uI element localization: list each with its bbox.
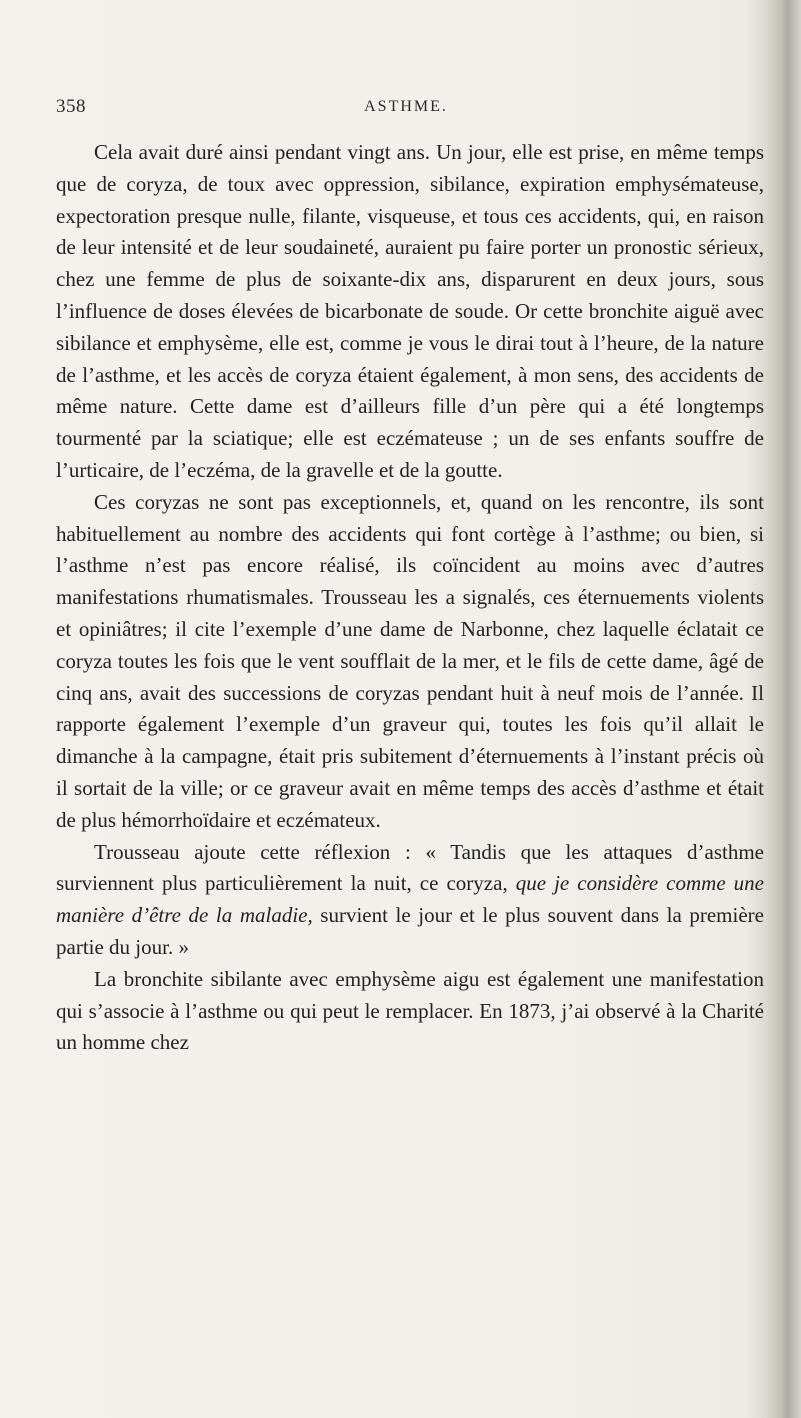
paragraph (56, 837, 764, 964)
italic-quote: que je considère comme une manière d’être de la maladie, (56, 871, 764, 928)
paragraph-text: Trousseau ajoute cette réflexion : « Tandis que les attaques d’asthme surviennent plus particulièrement la nuit, ce coryza, (56, 839, 764, 896)
paragraph: La bronchite sibilante avec emphysème aigu est également une manifestation qui s’associe à l’asthme ou qui peut le remplacer. En 1873, j’ai observé à la Charité un homme chez (56, 966, 764, 1055)
page-number: 358 (56, 96, 86, 117)
paragraph: Ces coryzas ne sont pas exceptionnels, et, quand on les rencontre, ils sont habituellement au nombre des accidents qui font cortège à l’asthme; ou bien, si l’asthme n’est pas encore réalisé, ils coïncident au moins avec d’autres manifestations rhumatismales. Trousseau les a signalés, ces éternuements violents et opiniâtres; il cite l’exemple d’une dame de Narbonne, chez laquelle éclatait ce coryza toutes les fois que le vent soufflait de la mer, et le fils de cette dame, âgé de cinq ans, avait des successions de coryzas pendant huit à neuf mois de l’année. Il rapporte également l’exemple d’un graveur qui, toutes les fois qu’il allait le dimanche à la campagne, était pris subitement d’éternuements à l’instant précis où il sortait de la ville; or ce graveur avait en même temps des accès d’asthme et était de plus hémorrhoïdaire et eczémateux. (56, 489, 764, 832)
running-head: ASTHME. (364, 98, 448, 115)
paragraph: Cela avait duré ainsi pendant vingt ans. Un jour, elle est prise, en même temps que de coryza, de toux avec oppression, sibilance, expiration emphysémateuse, expectoration presque nulle, filante, visqueuse, et tous ces accidents, qui, en raison de leur intensité et de leur soudaineté, auraient pu faire porter un pronostic sérieux, chez une femme de plus de soixante-dix ans, disparurent en deux jours, sous l’influence de doses élevées de bicarbonate de soude. Or cette bronchite aiguë avec sibilance et emphysème, elle est, comme je vous le dirai tout à l’heure, de la nature de l’asthme, et les accès de coryza étaient également, à mon sens, des accidents de même nature. Cette dame est d’ailleurs fille d’un père qui a été longtemps tourmenté par la sciatique; elle est eczémateuse ; un de ses enfants souffre de l’urticaire, de l’eczéma, de la gravelle et de la goutte. (56, 140, 764, 482)
body-text (56, 137, 764, 1059)
paragraph-text: survient le jour et le plus souvent dans la première partie du jour. » (56, 903, 764, 959)
page-edge-shadow (767, 0, 801, 1418)
page-header (56, 96, 756, 120)
